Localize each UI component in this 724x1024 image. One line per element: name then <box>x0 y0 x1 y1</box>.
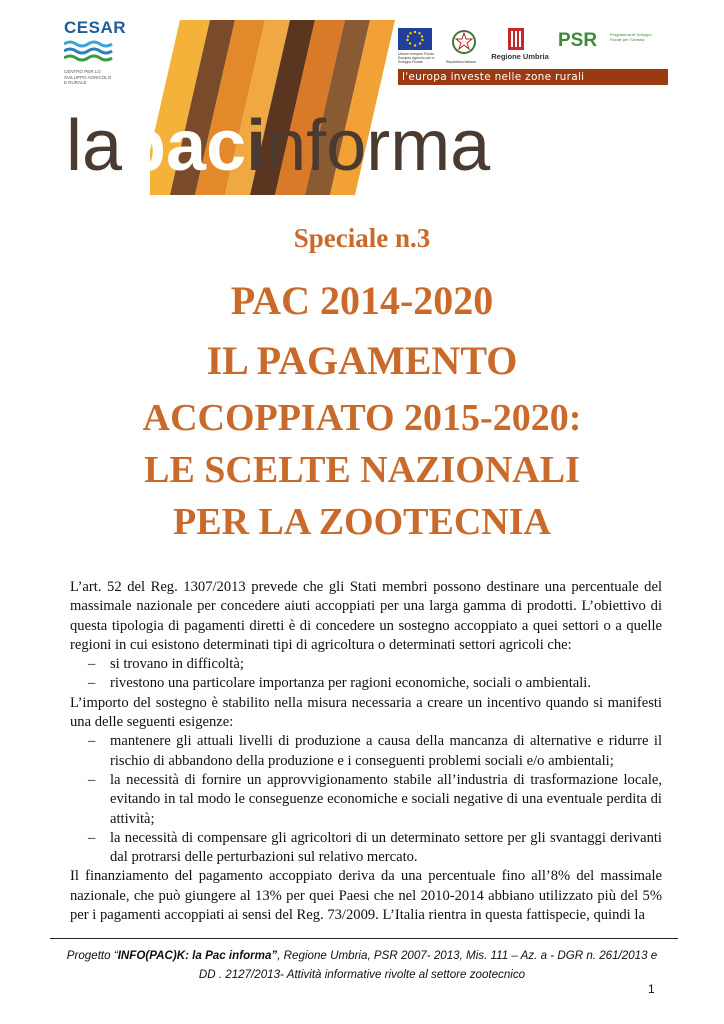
umbria-emblem-icon <box>508 28 524 50</box>
brand-wordmark <box>66 96 666 196</box>
cesar-name: CESAR <box>64 18 127 37</box>
title-line-5: PER LA ZOOTECNIA <box>173 501 551 543</box>
umbria-name: Regione Umbria <box>491 52 549 61</box>
psr-logo: PSR <box>558 30 598 51</box>
project-name: INFO(PAC)K: la Pac informa” <box>117 949 278 962</box>
bullet-list <box>70 732 662 867</box>
tagline-bar: l'europa investe nelle zone rurali <box>398 69 668 85</box>
list-item: – la necessità di compensare gli agricoltori di un determinato settore per gli svantaggi derivanti dal protrarsi delle perturbazioni sul relativo mercato. <box>88 829 662 866</box>
footer-note: Progetto “INFO(PAC)K: la Pac informa”, Regione Umbria, PSR 2007- 2013, Mis. 111 – Az. a - DGR n. 261/2013 e DD . 2127/2013- Attività informative rivolte al settore zootecnico <box>66 949 658 981</box>
partner-logos <box>398 28 668 68</box>
title-line-2: IL PAGAMENTO <box>206 338 518 383</box>
brand-i: i <box>246 106 267 186</box>
page-number: 1 <box>648 982 655 996</box>
title-line-1: PAC 2014-2020 <box>230 278 494 323</box>
paragraph: L’importo del sostegno è stabilito nella misura necessaria a creare un incentivo quando si manifesti una delle seguenti esigenze: <box>70 694 662 731</box>
eu-flag-icon <box>398 28 432 50</box>
masthead <box>0 0 724 200</box>
brand-la: la <box>66 106 123 186</box>
italy-emblem-icon <box>450 28 478 58</box>
italy-caption: Repubblica Italiana <box>446 60 476 64</box>
footer-divider <box>50 938 678 939</box>
brand-nforma: nforma <box>266 106 491 186</box>
document-title <box>0 272 724 548</box>
body-text <box>70 578 662 925</box>
cesar-subtitle: CENTRO PER LO SVILUPPO AGRICOLO E RURALE <box>64 69 112 85</box>
brand-pac: pac <box>122 106 247 186</box>
list-item: – la necessità di fornire un approvvigionamento stabile all’industria di trasformazione locale, evitando in tal modo le conseguenze economiche e sociali negative di una eventuale perdita di attività; <box>88 771 662 827</box>
psr-caption: Programma di Sviluppo Rurale per l'Umbria <box>610 32 652 42</box>
list-item: – rivestono una particolare importanza per ragioni economiche, sociali o ambientali. <box>88 675 592 692</box>
paragraph: L’art. 52 del Reg. 1307/2013 prevede che gli Stati membri possono destinare una percentuale del massimale nazionale per concedere aiuti accoppiati per una larga gamma di prodotti. L’obiettivo di questa tipologia di pagamenti diretti è di concedere un sostegno accoppiato a quei settori o a quelle regioni in cui esistono determinati tipi di agricoltura o determinati settori agricoli che: <box>70 579 662 653</box>
cesar-logo <box>64 18 127 98</box>
title-line-3: ACCOPPIATO 2015-2020: <box>142 397 582 439</box>
issue-label: Speciale n.3 <box>293 223 431 253</box>
title-line-4: LE SCELTE NAZIONALI <box>144 449 580 491</box>
list-item: – si trovano in difficoltà; <box>88 656 244 673</box>
cesar-waves-icon <box>64 40 114 62</box>
bullet-list <box>70 655 662 694</box>
eu-caption: Unione europea Fondo Europeo Agricolo per lo Sviluppo Rurale <box>398 52 435 64</box>
paragraph: Il finanziamento del pagamento accoppiato deriva da una percentuale fino all’8% del massimale nazionale, che può giungere al 13% per quei Paesi che nel 2010-2014 abbiano utilizzato più del 5% per i pagamenti accoppiati ai sensi del Reg. 73/2009. L’Italia rientra in questa fattispecie, quindi la <box>70 868 662 924</box>
list-item: – mantenere gli attuali livelli di produzione a causa della mancanza di alternative e ridurre il rischio di abbandono della produzione e i conseguenti problemi sociali e/o ambientali; <box>88 733 662 769</box>
